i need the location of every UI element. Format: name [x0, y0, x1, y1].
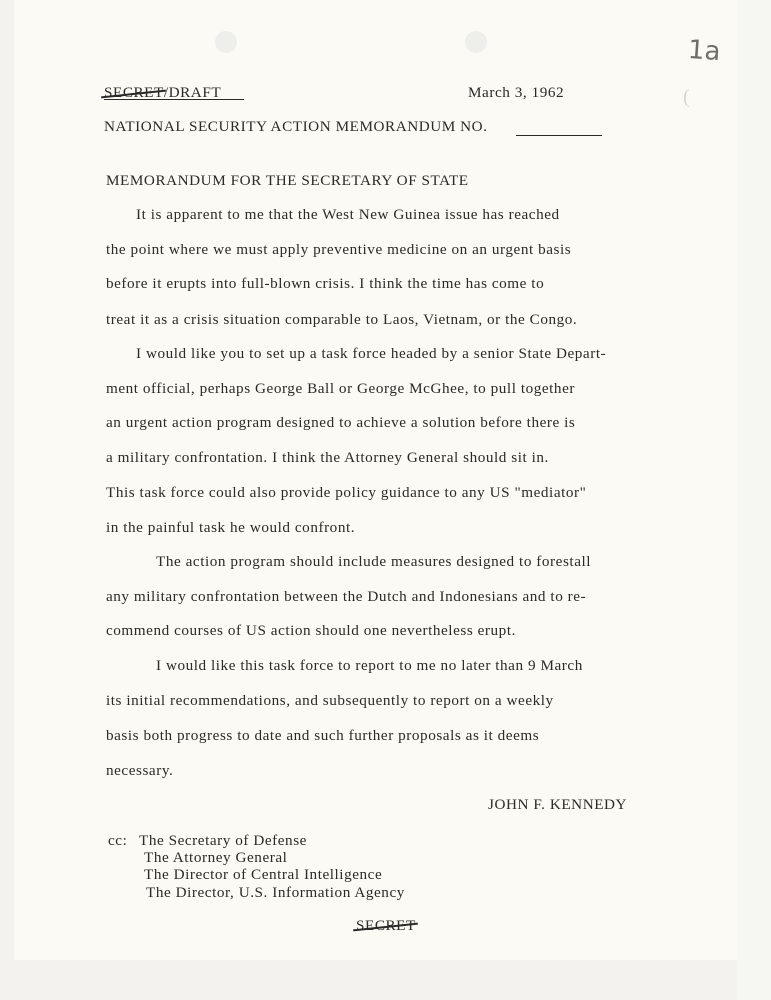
body-line: a military confrontation. I think the Attorney General should sit in.: [106, 449, 549, 466]
memo-addressee: MEMORANDUM FOR THE SECRETARY OF STATE: [106, 172, 469, 189]
signature: JOHN F. KENNEDY: [488, 796, 628, 813]
classification-struck: SECRET: [104, 84, 164, 101]
body-line: The action program should include measures designed to forestall: [156, 553, 592, 570]
body-line: any military confrontation between the Dutch and Indonesians and to re-: [106, 588, 587, 605]
body-line: before it erupts into full-blown crisis. I think the time has come to: [106, 275, 545, 292]
footer-classification-struck: SECRET: [356, 917, 416, 934]
body-line: I would like this task force to report to me no later than 9 March: [156, 657, 583, 674]
body-line: its initial recommendations, and subsequently to report on a weekly: [106, 692, 554, 709]
punch-hole: [465, 31, 487, 53]
header-underline: [104, 99, 244, 100]
body-line: commend courses of US action should one nevertheless erupt.: [106, 622, 516, 639]
body-line: in the painful task he would confront.: [106, 519, 356, 536]
classification-suffix: /DRAFT: [163, 84, 222, 101]
cc-label: cc:: [108, 832, 128, 849]
document-page: [14, 0, 737, 960]
memo-number-label: NATIONAL SECURITY ACTION MEMORANDUM NO.: [104, 118, 488, 135]
punch-hole: [215, 31, 237, 53]
handwritten-note: 1a: [686, 34, 722, 68]
body-line: This task force could also provide policy guidance to any US "mediator": [106, 484, 587, 501]
memo-number-blank: [516, 135, 602, 136]
faint-mark: (: [683, 86, 690, 108]
body-line: basis both progress to date and such further proposals as it deems: [106, 727, 540, 744]
cc-recipient: The Director, U.S. Information Agency: [146, 884, 405, 901]
body-line: the point where we must apply preventive medicine on an urgent basis: [106, 241, 572, 258]
memo-date: March 3, 1962: [468, 84, 565, 101]
body-line: ment official, perhaps George Ball or George McGhee, to pull together: [106, 380, 575, 397]
body-line: necessary.: [106, 762, 174, 779]
cc-recipient: The Director of Central Intelligence: [144, 866, 383, 883]
cc-recipient: The Attorney General: [144, 849, 288, 866]
page-edge: [737, 0, 771, 1000]
body-line: It is apparent to me that the West New Guinea issue has reached: [136, 206, 560, 223]
body-line: an urgent action program designed to achieve a solution before there is: [106, 414, 576, 431]
body-line: treat it as a crisis situation comparable to Laos, Vietnam, or the Congo.: [106, 311, 578, 328]
body-line: I would like you to set up a task force headed by a senior State Depart-: [136, 345, 607, 362]
footer-classification: [356, 917, 416, 935]
cc-recipient: The Secretary of Defense: [139, 832, 307, 849]
